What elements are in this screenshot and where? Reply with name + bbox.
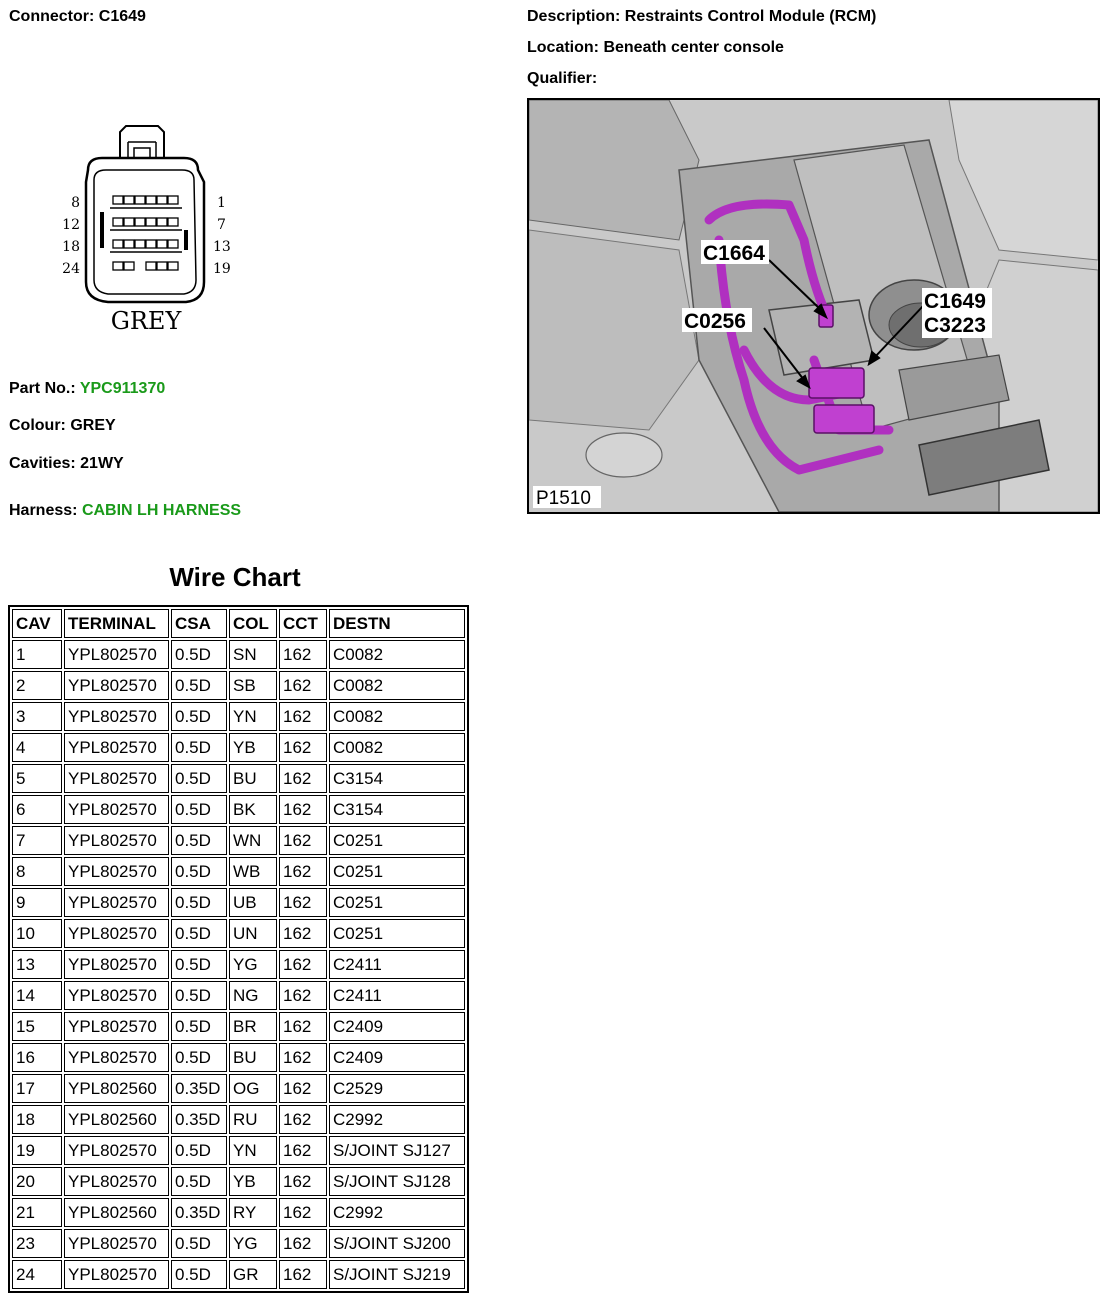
cell-terminal: YPL802570	[64, 950, 169, 979]
table-row	[12, 826, 465, 855]
cell-destn: C0251	[329, 857, 465, 886]
table-row	[12, 1043, 465, 1072]
cell-col: BK	[229, 795, 277, 824]
table-row	[12, 733, 465, 762]
cell-cav: 17	[12, 1074, 62, 1103]
cell-csa: 0.5D	[171, 671, 227, 700]
table-row	[12, 1229, 465, 1258]
cavities-field	[9, 455, 124, 473]
column-header-col: COL	[229, 609, 277, 638]
cell-csa: 0.5D	[171, 1012, 227, 1041]
colour-value: GREY	[70, 417, 116, 434]
cell-destn: C2992	[329, 1198, 465, 1227]
cell-destn: S/JOINT SJ219	[329, 1260, 465, 1289]
cell-col: WB	[229, 857, 277, 886]
description-value: Restraints Control Module (RCM)	[624, 8, 877, 25]
cell-terminal: YPL802570	[64, 795, 169, 824]
cell-cct: 162	[279, 1043, 327, 1072]
cell-col: RU	[229, 1105, 277, 1134]
cell-csa: 0.5D	[171, 950, 227, 979]
figure-id: P1510	[536, 488, 591, 509]
cell-cav: 7	[12, 826, 62, 855]
description-field	[527, 8, 876, 26]
connector-value: C1649	[98, 8, 146, 25]
harness-label: Harness:	[9, 502, 78, 519]
location-field	[527, 39, 784, 57]
cell-cct: 162	[279, 795, 327, 824]
cell-col: YB	[229, 1167, 277, 1196]
cell-col: GR	[229, 1260, 277, 1289]
cell-destn: S/JOINT SJ128	[329, 1167, 465, 1196]
cell-col: BU	[229, 1043, 277, 1072]
table-row	[12, 1260, 465, 1289]
cell-terminal: YPL802570	[64, 857, 169, 886]
column-header-terminal: TERMINAL	[64, 609, 169, 638]
cell-destn: C2411	[329, 950, 465, 979]
pin-label-left: 18	[62, 239, 80, 255]
location-label: Location:	[527, 39, 599, 56]
cell-destn: C0082	[329, 671, 465, 700]
cell-terminal: YPL802560	[64, 1198, 169, 1227]
cell-terminal: YPL802570	[64, 671, 169, 700]
column-header-csa: CSA	[171, 609, 227, 638]
cell-cct: 162	[279, 857, 327, 886]
cell-cav: 20	[12, 1167, 62, 1196]
cell-cct: 162	[279, 919, 327, 948]
cell-csa: 0.5D	[171, 795, 227, 824]
cell-cav: 21	[12, 1198, 62, 1227]
cell-csa: 0.5D	[171, 826, 227, 855]
cell-terminal: YPL802570	[64, 733, 169, 762]
table-row	[12, 1198, 465, 1227]
cell-cct: 162	[279, 733, 327, 762]
cell-destn: C0082	[329, 702, 465, 731]
cell-col: YG	[229, 950, 277, 979]
cell-cct: 162	[279, 671, 327, 700]
cavities-label: Cavities:	[9, 455, 76, 472]
cell-cct: 162	[279, 826, 327, 855]
cell-destn: C2411	[329, 981, 465, 1010]
column-header-destn: DESTN	[329, 609, 465, 638]
table-row	[12, 981, 465, 1010]
cell-cct: 162	[279, 1198, 327, 1227]
colour-label: Colour:	[9, 417, 66, 434]
pin-label-left: 24	[62, 261, 80, 277]
colour-field	[9, 417, 116, 435]
cell-terminal: YPL802570	[64, 981, 169, 1010]
cell-col: BR	[229, 1012, 277, 1041]
cell-csa: 0.5D	[171, 733, 227, 762]
connector-colour-label: GREY	[110, 307, 182, 335]
wire-chart-table	[8, 605, 469, 1293]
cell-csa: 0.35D	[171, 1198, 227, 1227]
cell-csa: 0.35D	[171, 1105, 227, 1134]
cell-cav: 16	[12, 1043, 62, 1072]
cell-col: BU	[229, 764, 277, 793]
pin-label-right: 7	[217, 217, 226, 233]
cell-destn: C3154	[329, 795, 465, 824]
cell-csa: 0.5D	[171, 1229, 227, 1258]
cell-cav: 6	[12, 795, 62, 824]
cell-cav: 13	[12, 950, 62, 979]
wire-chart-title: Wire Chart	[169, 562, 301, 592]
cell-terminal: YPL802570	[64, 888, 169, 917]
qualifier-field	[527, 70, 597, 88]
table-header-row	[12, 609, 465, 638]
cell-csa: 0.5D	[171, 1043, 227, 1072]
part-no-label: Part No.:	[9, 380, 76, 397]
cell-destn: C0082	[329, 640, 465, 669]
cell-cct: 162	[279, 1012, 327, 1041]
cell-col: UB	[229, 888, 277, 917]
cell-cct: 162	[279, 888, 327, 917]
cell-col: SB	[229, 671, 277, 700]
cell-destn: C0251	[329, 888, 465, 917]
cell-destn: C0082	[329, 733, 465, 762]
table-row	[12, 1167, 465, 1196]
cell-cct: 162	[279, 764, 327, 793]
cell-col: RY	[229, 1198, 277, 1227]
cell-csa: 0.5D	[171, 857, 227, 886]
cell-destn: C2992	[329, 1105, 465, 1134]
cell-csa: 0.5D	[171, 1260, 227, 1289]
cell-cct: 162	[279, 981, 327, 1010]
cell-cav: 24	[12, 1260, 62, 1289]
cell-col: YN	[229, 702, 277, 731]
cell-terminal: YPL802570	[64, 826, 169, 855]
cell-cct: 162	[279, 640, 327, 669]
cell-csa: 0.5D	[171, 919, 227, 948]
cell-col: OG	[229, 1074, 277, 1103]
pin-label-right: 13	[213, 239, 231, 255]
cell-terminal: YPL802560	[64, 1105, 169, 1134]
table-row	[12, 1012, 465, 1041]
cell-terminal: YPL802570	[64, 1167, 169, 1196]
callout-label: C1664	[703, 242, 765, 265]
cell-cct: 162	[279, 1167, 327, 1196]
cell-terminal: YPL802570	[64, 1136, 169, 1165]
cell-terminal: YPL802570	[64, 640, 169, 669]
cell-cct: 162	[279, 950, 327, 979]
table-row	[12, 1074, 465, 1103]
cell-cct: 162	[279, 1074, 327, 1103]
cell-cct: 162	[279, 1260, 327, 1289]
pin-label-right: 19	[213, 261, 231, 277]
cell-col: YB	[229, 733, 277, 762]
table-row	[12, 764, 465, 793]
cell-col: WN	[229, 826, 277, 855]
table-row	[12, 671, 465, 700]
cell-terminal: YPL802570	[64, 1229, 169, 1258]
table-row	[12, 950, 465, 979]
cell-destn: C3154	[329, 764, 465, 793]
cell-cav: 9	[12, 888, 62, 917]
qualifier-label: Qualifier:	[527, 70, 598, 87]
part-no-field	[9, 380, 165, 398]
cell-cav: 8	[12, 857, 62, 886]
callout-label: C1649	[924, 290, 986, 313]
cell-cct: 162	[279, 1136, 327, 1165]
location-value: Beneath center console	[603, 39, 784, 56]
cell-terminal: YPL802570	[64, 1012, 169, 1041]
cell-cav: 2	[12, 671, 62, 700]
cell-cav: 1	[12, 640, 62, 669]
cell-csa: 0.5D	[171, 702, 227, 731]
cell-csa: 0.35D	[171, 1074, 227, 1103]
pin-label-right: 1	[217, 195, 226, 211]
harness-link[interactable]: CABIN LH HARNESS	[81, 502, 242, 519]
pin-label-left: 8	[71, 195, 80, 211]
cell-csa: 0.5D	[171, 764, 227, 793]
cell-destn: C2409	[329, 1012, 465, 1041]
cell-cav: 18	[12, 1105, 62, 1134]
part-no-link[interactable]: YPC911370	[79, 380, 166, 397]
cell-destn: C0251	[329, 826, 465, 855]
cell-col: YG	[229, 1229, 277, 1258]
cell-cav: 5	[12, 764, 62, 793]
cell-destn: C2529	[329, 1074, 465, 1103]
table-row	[12, 702, 465, 731]
column-header-cct: CCT	[279, 609, 327, 638]
cell-cav: 23	[12, 1229, 62, 1258]
connector-field	[9, 8, 146, 26]
column-header-cav: CAV	[12, 609, 62, 638]
cell-cav: 10	[12, 919, 62, 948]
table-row	[12, 1105, 465, 1134]
cell-cav: 14	[12, 981, 62, 1010]
cell-csa: 0.5D	[171, 888, 227, 917]
cell-col: SN	[229, 640, 277, 669]
cell-cct: 162	[279, 1105, 327, 1134]
cell-terminal: YPL802570	[64, 764, 169, 793]
callout-label: C3223	[924, 314, 986, 337]
cell-destn: S/JOINT SJ127	[329, 1136, 465, 1165]
cell-csa: 0.5D	[171, 1167, 227, 1196]
cell-cav: 15	[12, 1012, 62, 1041]
wire-chart-body	[12, 640, 465, 1289]
cell-terminal: YPL802570	[64, 702, 169, 731]
cell-col: NG	[229, 981, 277, 1010]
pin-label-left: 12	[62, 217, 80, 233]
cell-cav: 3	[12, 702, 62, 731]
connector-face-diagram	[58, 122, 248, 337]
cell-cav: 19	[12, 1136, 62, 1165]
cell-destn: C0251	[329, 919, 465, 948]
description-label: Description:	[527, 8, 621, 25]
table-row	[12, 795, 465, 824]
cell-col: UN	[229, 919, 277, 948]
table-row	[12, 640, 465, 669]
table-row	[12, 857, 465, 886]
connector-label: Connector:	[9, 8, 95, 25]
callout-label: C0256	[684, 310, 746, 333]
cavities-value: 21WY	[80, 455, 124, 472]
cell-csa: 0.5D	[171, 640, 227, 669]
cell-col: YN	[229, 1136, 277, 1165]
cell-terminal: YPL802560	[64, 1074, 169, 1103]
cell-cav: 4	[12, 733, 62, 762]
cell-destn: S/JOINT SJ200	[329, 1229, 465, 1258]
cell-cct: 162	[279, 702, 327, 731]
cell-terminal: YPL802570	[64, 1043, 169, 1072]
cell-destn: C2409	[329, 1043, 465, 1072]
harness-field	[9, 502, 241, 520]
cell-terminal: YPL802570	[64, 919, 169, 948]
location-illustration	[527, 98, 1100, 514]
cell-cct: 162	[279, 1229, 327, 1258]
table-row	[12, 1136, 465, 1165]
cell-terminal: YPL802570	[64, 1260, 169, 1289]
table-row	[12, 919, 465, 948]
cell-csa: 0.5D	[171, 1136, 227, 1165]
table-row	[12, 888, 465, 917]
cell-csa: 0.5D	[171, 981, 227, 1010]
